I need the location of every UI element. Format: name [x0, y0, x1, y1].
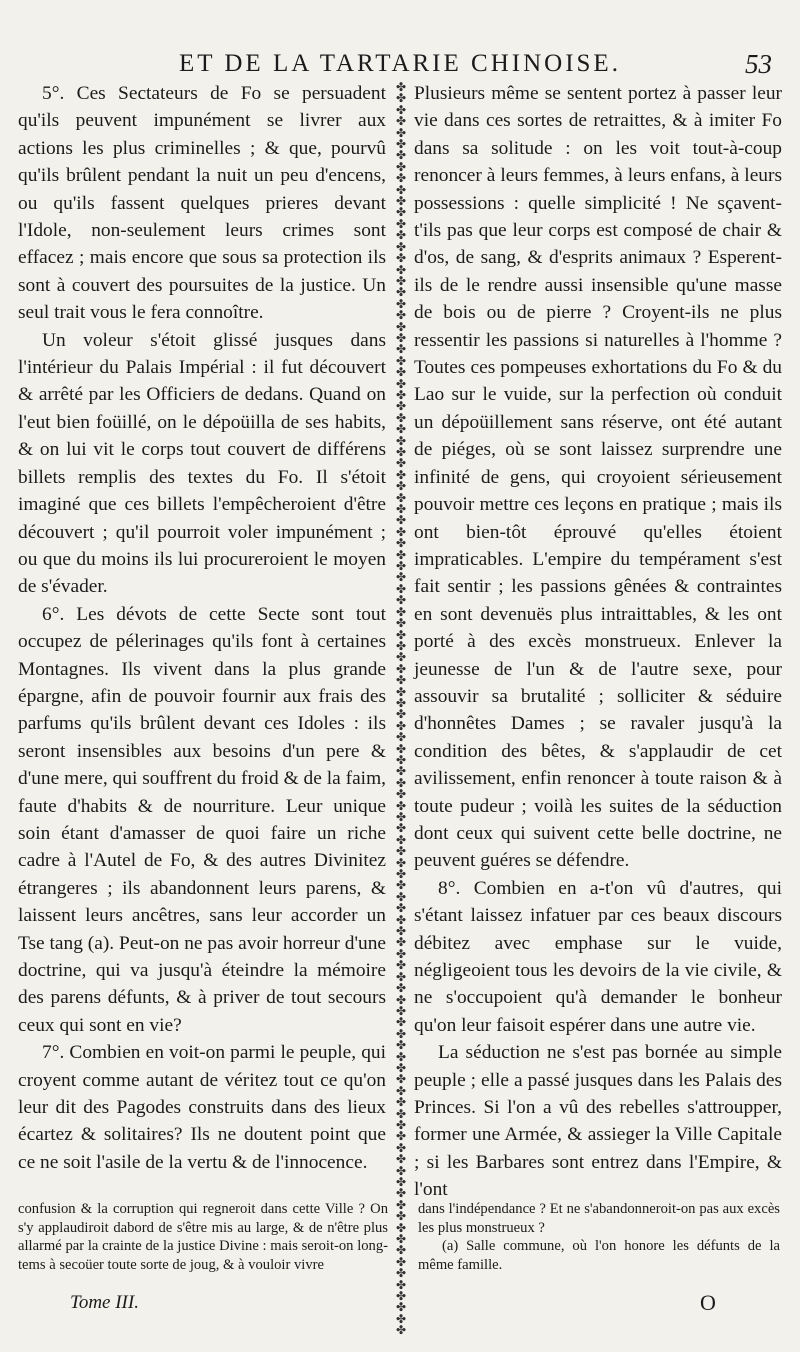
- gathering-mark: O: [700, 1290, 716, 1315]
- paragraph-5: 5°. Ces Sectateurs de Fo se persuadent qu'ils peuvent impunément se livrer aux actions les plus criminelles ; & que, pourvû qu'ils brûlent pendant la nuit un peu d'encens, ou qu'ils fassent quelques prieres devant l'Idole, non-seulement leurs crimes sont effacez ; mais encore que sous sa protection ils sont à couvert des poursuites de la justice. Un seul trait vous le fera connoître.: [18, 83, 386, 324]
- footnote-right-continuation: dans l'indépendance ? Et ne s'abandonneroit-on pas aux excès les plus monstrueux ?: [418, 1201, 780, 1236]
- paragraph-voleur: Un voleur s'étoit glissé jusques dans l'intérieur du Palais Impérial : il fut découvert & arrêté par les Officiers de dedans. Quand on l'eut bien foüillé, on le dépoüilla de ses habits, & on lui vit le corps tout couvert de différens billets remplis des textes du Fo. Il s'étoit imaginé que ces billets l'empêcheroient d'être découvert ; qu'il pourroit voler impunément ; ou que du moins ils lui procureroient le moyen de s'évader.: [18, 329, 386, 598]
- footnote-a: (a) Salle commune, où l'on honore les défunts de la même famille.: [418, 1238, 780, 1273]
- paragraph-7-continued: Plusieurs même se sentent portez à passer leur vie dans ces sortes de retraittes, & à imiter Fo dans sa solitude : on les voit tout-à-coup renoncer à leurs femmes, à leurs enfans, à leurs possessions : quelle simplicité ! Ne sçavent-t'ils pas que leur corps est composé de chair & d'os, de sang, & d'esprits animaux ? Esperent-ils de le rendre aussi insensible qu'une masse de bois ou de pierre ? Croyent-ils ne plus ressentir les passions si naturelles à l'homme ? Toutes ces pompeuses exhortations du Fo & du Lao sur le vuide, sur la perfection où conduit un dépoüillement sans réserve, ont été autant de piéges, où se sont laissez surprendre une infinité de gens, qui croyoient sérieusement pouvoir mettre ces leçons en pratique ; mais ils ont bien-tôt éprouvé qu'elles étoient impraticables. L'empire du tempérament s'est fait sentir ; les passions gênées & contraintes en sont devenuës plus intraittables, & les ont porté à des excès monstrueux. Enlever la jeunesse de l'un & de l'autre sexe, pour assouvir sa brutalité ; solliciter & séduire d'honnêtes Dames ; se ravaler jusqu'à la condition des bêtes, & s'applaudir de cet avilissement, enfin renoncer à toute raison & à toute pudeur ; voilà les suites de la séduction dont ceux qui suivent cette belle doctrine, ne peuvent guéres se défendre.: [414, 83, 782, 872]
- paragraph-seduction: La séduction ne s'est pas bornée au simple peuple ; elle a passé jusques dans les Palais des Princes. Si l'on a vû des rebelles s'attroupper, former une Armée, & assieger la Ville Capitale ; si les Barbares sont entrez dans l'Empire, & l'ont: [414, 1042, 782, 1201]
- running-title: ET DE LA TARTARIE CHINOISE.: [179, 50, 621, 77]
- volume-signature: Tome III.: [70, 1292, 139, 1313]
- footnote-right: [418, 1200, 780, 1274]
- page-header: [20, 46, 780, 82]
- right-column: [414, 80, 782, 1204]
- paragraph-8: 8°. Combien en a-t'on vû d'autres, qui s'étant laissez infatuer par ces beaux discours débitez avec emphase sur le vuide, négligeoient tous les devoirs de la vie civile, & ne s'occupoient qu'à demander le bonheur qu'on leur faisoit espérer dans une autre vie.: [414, 877, 782, 1036]
- paragraph-6: 6°. Les dévots de cette Secte sont tout occupez de pélerinages qu'ils font à certaines Montagnes. Ils vivent dans la plus grande épargne, afin de pouvoir fournir aux frais des parfums qu'ils brûlent devant ces Idoles : ils seront insensibles aux besoins d'un pere & d'une mere, qui souffrent du froid & de la faim, faute d'habits & de nourriture. Leur unique soin étant d'amasser de quoi faire un riche cadre à l'Autel de Fo, & des autres Divinitez étrangeres ; ils abandonnent leurs parens, & laissent leurs ancêtres, sans leur accorder un Tse tang (a). Peut-on ne pas avoir horreur d'une doctrine, qui va jusqu'à éteindre la mémoire des parens défunts, & à priver de tout secours ceux qui sont en vie?: [18, 603, 386, 1036]
- footnote-left-text: confusion & la corruption qui regneroit dans cette Ville ? On s'y applaudiroit dabord de s'être mis au large, & de n'être plus allarmé par la crainte de la justice Divine : mais seroit-on long-tems à secoüer toute sorte de joug, & à vouloir vivre: [18, 1201, 388, 1273]
- page-number: 53: [745, 49, 772, 79]
- footnote-left: [18, 1200, 388, 1274]
- left-column: [18, 80, 386, 1176]
- paragraph-7: 7°. Combien en voit-on parmi le peuple, qui croyent comme autant de véritez tout ce qu'on leur dit des Pagodes construits dans des lieux écartez & solitaires? Ils ne doutent point que ce ne soit l'asile de la vertu & de l'innocence.: [18, 1042, 386, 1173]
- column-divider-ornament: ✤ ✤ ✤ ✤ ✤ ✤ ✤ ✤ ✤ ✤ ✤ ✤ ✤ ✤ ✤ ✤ ✤ ✤ ✤ ✤ ✤ ✤ ✤ ✤ ✤ ✤ ✤ ✤ ✤ ✤ ✤ ✤ ✤ ✤ ✤ ✤ ✤ ✤ ✤ ✤ ✤ ✤ ✤ ✤ ✤ ✤ ✤ ✤ ✤ ✤ ✤ ✤ ✤ ✤ ✤ ✤ ✤ ✤ ✤ ✤ ✤ ✤ ✤ ✤ ✤ ✤ ✤ ✤ ✤ ✤ ✤ ✤ ✤ ✤ ✤ ✤ ✤ ✤ ✤ ✤ ✤ ✤ ✤ ✤ ✤ ✤ ✤ ✤ ✤ ✤ ✤ ✤ ✤ ✤ ✤ ✤ ✤ ✤ ✤ ✤ ✤ ✤ ✤ ✤ ✤ ✤ ✤ ✤ ✤ ✤: [395, 80, 407, 1338]
